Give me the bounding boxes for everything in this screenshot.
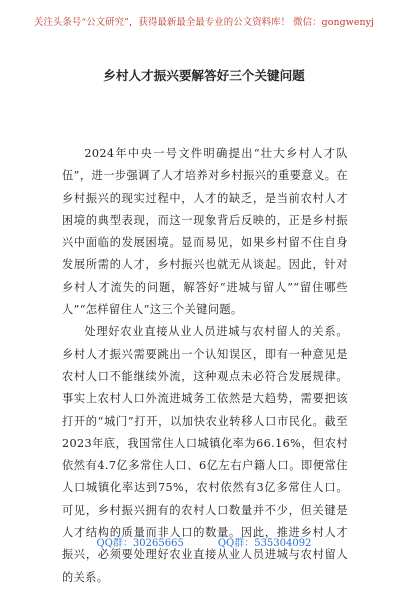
qq-group-1: QQ群：30265665 bbox=[96, 538, 184, 549]
paragraph-relationship: 处理好农业直接从业人员进城与农村留人的关系。乡村人才振兴需要跳出一个认知误区，即有一种意见是农村人口不能继续外流，这种观点未必符合发展规律。事实上农村人口外流进城务工依然是大趋势，需要把该打开的“城门”打开，以加快农业转移人口市民化。截至2023年底，我国常住人口城镇化率为66.16%，但农村依然有4.7亿多常住人口、6亿左右户籍人口。即便常住人口城镇化率达到75%，农村依然有3亿多常住人口。可见，乡村振兴拥有的农村人口数量并不少，但关键是人才结构的质量而非人口的数量。因此，推进乡村人才振兴，必须要处理好农业直接从业人员进城与农村留人的关系。 bbox=[62, 325, 348, 584]
paragraph-intro: 2024年中央一号文件明确提出“壮大乡村人才队伍”，进一步强调了人才培养对乡村振兴的重要意义。在乡村振兴的现实过程中，人才的缺乏，是当前农村人才困境的典型表现，而这一现象背后反映的，正是乡村振兴中面临的发展困境。显而易见，如果乡村留不住自身发展所需的人才，乡村振兴也就无从谈起。因此，针对乡村人才流失的问题，解答好“进城与留人”“留住哪些人”“怎样留住人”这三个关键问题。 bbox=[62, 147, 348, 317]
document-body bbox=[62, 143, 348, 589]
promo-header-note: 关注头条号“公文研究”，获得最新最全最专业的公文资料库！ 微信：gongwenyj bbox=[33, 17, 375, 28]
qq-group-2: QQ群：535304092 bbox=[217, 538, 312, 549]
footer-qq-groups bbox=[0, 534, 408, 549]
document-title: 乡村人才振兴要解答好三个关键问题 bbox=[103, 68, 305, 83]
